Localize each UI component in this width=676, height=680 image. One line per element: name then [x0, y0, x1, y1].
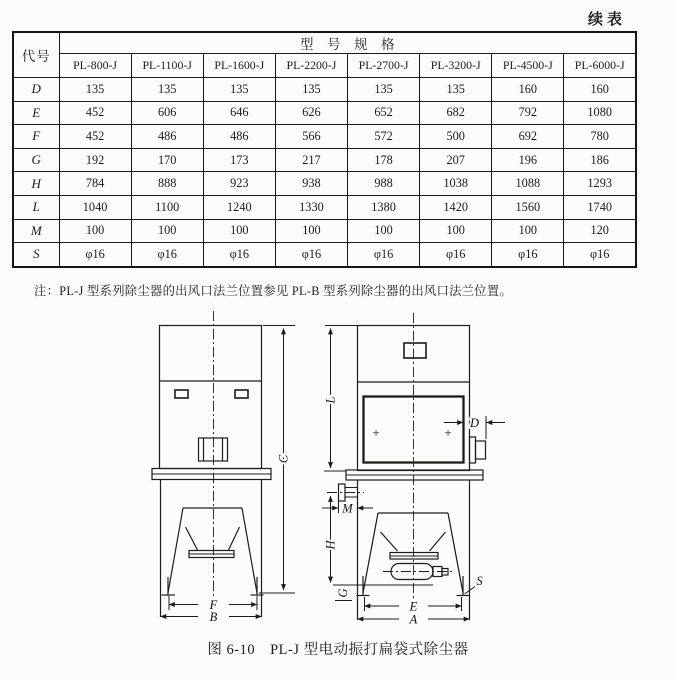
door-mark-right: +: [444, 425, 452, 440]
side-hopper: [363, 513, 463, 593]
spec-cell: 1038: [420, 172, 492, 196]
spec-cell: 784: [59, 172, 131, 196]
model-column-header: PL-1600-J: [203, 54, 275, 78]
dim-label-G: G: [336, 588, 350, 598]
dim-S: [465, 574, 484, 594]
spec-cell: 486: [203, 125, 275, 149]
inlet-flange: [327, 484, 364, 501]
table-corner-header: 代号: [13, 32, 59, 78]
dim-label-B: B: [209, 610, 218, 624]
spec-cell: φ16: [131, 243, 203, 267]
spec-cell: 1740: [564, 195, 636, 219]
model-column-header: PL-3200-J: [420, 54, 492, 78]
spec-cell: 178: [348, 148, 420, 172]
spec-cell: 173: [203, 148, 275, 172]
vibrator-motor: [383, 564, 453, 580]
spec-cell: 923: [203, 172, 275, 196]
front-louver-left: [175, 390, 188, 398]
table-note: 注：PL-J 型系列除尘器的出风口法兰位置参见 PL-B 型系列除尘器的出风口法兰位置。: [34, 284, 513, 298]
dim-A: [358, 613, 470, 627]
spec-cell: 500: [420, 125, 492, 149]
dim-B: [161, 610, 262, 624]
spec-cell: φ16: [564, 243, 636, 267]
spec-cell: 192: [59, 148, 131, 172]
dim-label-F: F: [209, 598, 218, 612]
model-column-header: PL-4500-J: [492, 54, 564, 78]
spec-cell: φ16: [492, 243, 564, 267]
row-label: F: [13, 125, 59, 149]
spec-cell: 792: [492, 101, 564, 125]
spec-cell: 135: [131, 78, 203, 102]
spec-cell: 452: [59, 125, 131, 149]
dim-label-H: H: [323, 540, 338, 550]
table-row: [13, 148, 636, 172]
spec-cell: 196: [492, 148, 564, 172]
dim-label-L: L: [323, 396, 338, 404]
model-column-header: PL-6000-J: [564, 54, 636, 78]
spec-cell: 692: [492, 125, 564, 149]
spec-cell: φ16: [348, 243, 420, 267]
table-row: [13, 172, 636, 196]
dim-label-M: M: [342, 501, 353, 516]
table-group-header: 型 号 规 格: [59, 32, 636, 54]
spec-cell: 100: [203, 219, 275, 243]
spec-cell: 100: [59, 219, 131, 243]
spec-cell: 452: [59, 101, 131, 125]
row-label: E: [13, 101, 59, 125]
spec-cell: 100: [420, 219, 492, 243]
row-label: S: [13, 243, 59, 267]
spec-cell: 1420: [420, 195, 492, 219]
model-column-header: PL-2700-J: [348, 54, 420, 78]
spec-cell: 1040: [59, 195, 131, 219]
side-top-box: [404, 343, 426, 358]
spec-cell: 120: [564, 219, 636, 243]
spec-cell: 566: [275, 125, 347, 149]
dim-E: [365, 597, 462, 614]
dim-label-C: C: [276, 454, 291, 464]
spec-cell: 186: [564, 148, 636, 172]
row-label: G: [13, 148, 59, 172]
spec-cell: 135: [420, 78, 492, 102]
spec-cell: 100: [492, 219, 564, 243]
spec-cell: 135: [348, 78, 420, 102]
spec-cell: 572: [348, 125, 420, 149]
spec-cell: 100: [131, 219, 203, 243]
row-label: H: [13, 172, 59, 196]
spec-cell: 682: [420, 101, 492, 125]
model-header-row: [13, 54, 636, 78]
spec-cell: 135: [203, 78, 275, 102]
spec-cell: 988: [348, 172, 420, 196]
dim-H: [324, 496, 338, 583]
spec-cell: 170: [131, 148, 203, 172]
outlet-flange: [470, 437, 476, 463]
spec-cell: 135: [275, 78, 347, 102]
model-column-header: PL-1100-J: [131, 54, 203, 78]
spec-cell: φ16: [420, 243, 492, 267]
outlet-stub: [476, 441, 486, 459]
figure-caption: 图 6-10 PL-J 型电动振打扁袋式除尘器: [207, 642, 469, 658]
dim-C: [259, 326, 295, 594]
spec-cell: 207: [420, 148, 492, 172]
dim-D: [444, 416, 505, 439]
spec-cell: 160: [564, 78, 636, 102]
spec-cell: 1088: [492, 172, 564, 196]
spec-cell: 135: [59, 78, 131, 102]
dim-label-S: S: [476, 574, 483, 588]
front-feet: [162, 577, 264, 595]
row-label: L: [13, 195, 59, 219]
row-label: M: [13, 219, 59, 243]
spec-cell: 646: [203, 101, 275, 125]
table-row: [13, 125, 636, 149]
dim-label-E: E: [409, 599, 418, 614]
spec-cell: 1560: [492, 195, 564, 219]
spec-cell: φ16: [59, 243, 131, 267]
front-access-door: [199, 438, 228, 461]
spec-cell: 1330: [275, 195, 347, 219]
model-column-header: PL-800-J: [59, 54, 131, 78]
row-label: D: [13, 78, 59, 102]
spec-cell: 100: [348, 219, 420, 243]
figure-drawing: [0, 305, 676, 635]
dim-M: [322, 501, 373, 516]
table-row: [13, 78, 636, 102]
side-view: [327, 313, 486, 620]
model-column-header: PL-2200-J: [275, 54, 347, 78]
spec-cell: 606: [131, 101, 203, 125]
table-row: [13, 219, 636, 243]
table-row: [13, 243, 636, 267]
spec-cell: φ16: [203, 243, 275, 267]
spec-cell: 1380: [348, 195, 420, 219]
dim-G: [335, 587, 352, 601]
spec-cell: 888: [131, 172, 203, 196]
dim-L: [324, 326, 358, 472]
spec-cell: 1080: [564, 101, 636, 125]
continued-table-label: 续表: [588, 12, 627, 28]
spec-cell: 1293: [564, 172, 636, 196]
spec-cell: 1100: [131, 195, 203, 219]
spec-cell: φ16: [275, 243, 347, 267]
dim-label-A: A: [409, 612, 418, 627]
spec-cell: 160: [492, 78, 564, 102]
front-hopper: [168, 508, 257, 593]
spec-cell: 486: [131, 125, 203, 149]
spec-table: [12, 31, 637, 268]
front-louver-right: [235, 390, 248, 398]
table-row: [13, 195, 636, 219]
door-mark-left: +: [372, 425, 380, 440]
spec-cell: 217: [275, 148, 347, 172]
spec-cell: 100: [275, 219, 347, 243]
spec-cell: 938: [275, 172, 347, 196]
spec-cell: 780: [564, 125, 636, 149]
dim-label-D: D: [469, 416, 480, 430]
spec-cell: 652: [348, 101, 420, 125]
spec-cell: 1240: [203, 195, 275, 219]
spec-cell: 626: [275, 101, 347, 125]
front-view: [152, 311, 271, 617]
table-row: [13, 101, 636, 125]
